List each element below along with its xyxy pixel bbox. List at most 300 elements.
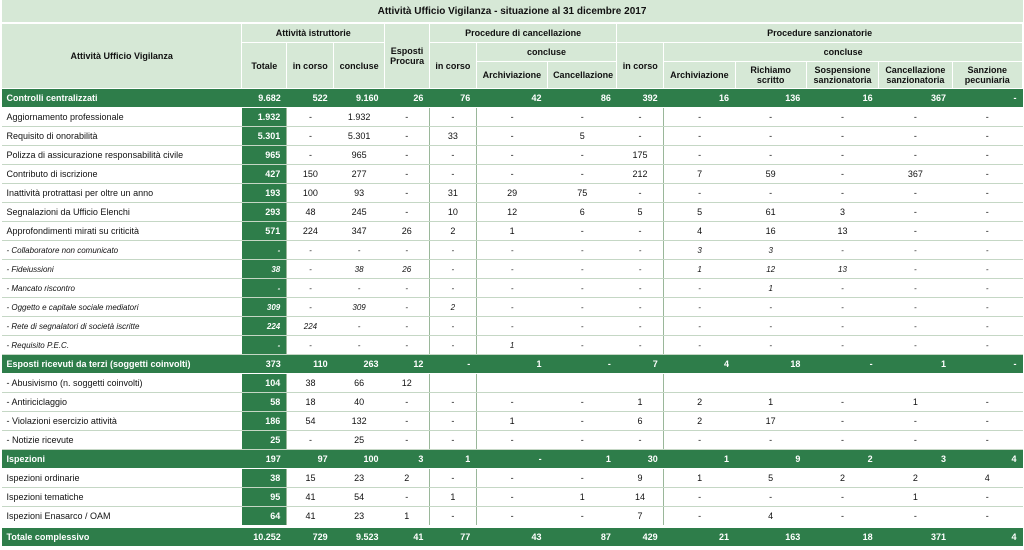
table-cell: - (385, 146, 430, 165)
table-cell: 277 (334, 165, 385, 184)
table-row (2, 222, 1023, 241)
table-cell: - (879, 279, 952, 298)
table-cell: 224 (287, 317, 334, 336)
table-cell: - (879, 108, 952, 127)
row-label: - Abusivismo (n. soggetti coinvolti) (2, 374, 242, 393)
table-cell: - (385, 488, 430, 507)
table-cell: 522 (287, 89, 334, 108)
table-cell: 4 (664, 222, 735, 241)
table-cell: - (334, 317, 385, 336)
header-cancellazione: Procedure di cancellazione (429, 23, 616, 43)
table-cell: 5 (664, 203, 735, 222)
cell-totale: 104 (242, 374, 287, 393)
row-label: Totale complessivo (2, 527, 242, 547)
header-istr-concluse: concluse (334, 43, 385, 89)
section-row (2, 527, 1023, 547)
table-cell: - (287, 431, 334, 450)
table-cell: 2 (664, 412, 735, 431)
table-cell: - (879, 184, 952, 203)
table-row (2, 412, 1023, 431)
table-cell: 1 (664, 450, 735, 469)
table-cell: - (385, 203, 430, 222)
table-cell: - (429, 393, 476, 412)
table-row (2, 431, 1023, 450)
table-cell: 4 (735, 507, 806, 527)
cell-totale: 965 (242, 146, 287, 165)
table-cell: - (476, 450, 547, 469)
table-cell: 77 (429, 527, 476, 547)
table-cell: 54 (334, 488, 385, 507)
table-cell: - (806, 146, 878, 165)
header-sanz-archiviazione: Archiviazione (664, 62, 735, 89)
table-cell: - (952, 431, 1023, 450)
table-cell: - (664, 127, 735, 146)
table-cell: 9.160 (334, 89, 385, 108)
table-cell: 26 (385, 222, 430, 241)
table-cell: - (548, 298, 617, 317)
table-cell: - (735, 488, 806, 507)
header-row-label: Attività Ufficio Vigilanza (2, 23, 242, 89)
table-cell: - (617, 241, 664, 260)
table-cell: - (287, 260, 334, 279)
table-cell: 5 (548, 127, 617, 146)
table-cell: 2 (429, 298, 476, 317)
table-cell: 5 (617, 203, 664, 222)
cell-totale: 427 (242, 165, 287, 184)
table-cell (664, 374, 735, 393)
table-cell: - (617, 431, 664, 450)
table-row (2, 374, 1023, 393)
table-cell: 33 (429, 127, 476, 146)
table-cell: 12 (385, 355, 430, 374)
table-cell: 6 (617, 412, 664, 431)
table-cell: - (476, 317, 547, 336)
table-cell: - (952, 488, 1023, 507)
row-label: Esposti ricevuti da terzi (soggetti coinvolti) (2, 355, 242, 374)
cell-totale: 293 (242, 203, 287, 222)
table-cell: 1 (617, 393, 664, 412)
table-cell: - (664, 488, 735, 507)
header-canc-cancellazione: Cancellazione (548, 62, 617, 89)
table-cell: 97 (287, 450, 334, 469)
table-cell: 367 (879, 165, 952, 184)
table-cell: - (287, 336, 334, 355)
table-cell: 23 (334, 507, 385, 527)
table-cell: - (617, 298, 664, 317)
row-label: - Oggetto e capitale sociale mediatori (2, 298, 242, 317)
table-row (2, 488, 1023, 507)
table-cell: - (617, 184, 664, 203)
table-cell: 1 (476, 222, 547, 241)
table-cell: 110 (287, 355, 334, 374)
table-cell: 100 (334, 450, 385, 469)
table-cell: 1 (735, 279, 806, 298)
table-cell: - (548, 431, 617, 450)
table-cell: - (806, 412, 878, 431)
header-richiamo: Richiamo scritto (735, 62, 806, 89)
table-cell: - (952, 203, 1023, 222)
cell-totale: 1.932 (242, 108, 287, 127)
table-cell: 18 (287, 393, 334, 412)
cell-totale: 58 (242, 393, 287, 412)
table-cell: 18 (735, 355, 806, 374)
table-cell: - (879, 412, 952, 431)
table-cell: 16 (735, 222, 806, 241)
table-cell: 13 (806, 260, 878, 279)
row-label: - Violazioni esercizio attività (2, 412, 242, 431)
table-cell: 54 (287, 412, 334, 431)
cell-totale: 373 (242, 355, 287, 374)
table-cell: 245 (334, 203, 385, 222)
table-cell: - (429, 336, 476, 355)
table-cell (735, 374, 806, 393)
table-row (2, 507, 1023, 527)
table-row (2, 393, 1023, 412)
table-cell: - (548, 507, 617, 527)
table-cell: - (664, 279, 735, 298)
table-cell: - (548, 108, 617, 127)
table-cell: - (952, 317, 1023, 336)
table-row (2, 203, 1023, 222)
table-cell: - (879, 260, 952, 279)
table-cell: - (476, 469, 547, 488)
table-cell: 175 (617, 146, 664, 165)
table-cell: 87 (548, 527, 617, 547)
row-label: - Requisito P.E.C. (2, 336, 242, 355)
table-cell: - (952, 222, 1023, 241)
header-sanz-in-corso: in corso (617, 43, 664, 89)
table-cell: - (429, 146, 476, 165)
table-cell: - (548, 260, 617, 279)
header-canc-concluse: concluse (476, 43, 617, 62)
table-cell: - (617, 279, 664, 298)
table-cell: - (952, 241, 1023, 260)
row-label: - Collaboratore non comunicato (2, 241, 242, 260)
table-cell: 4 (952, 450, 1023, 469)
table-cell: - (385, 431, 430, 450)
table-cell: - (617, 317, 664, 336)
table-cell: 1.932 (334, 108, 385, 127)
table-cell (429, 374, 476, 393)
table-row (2, 241, 1023, 260)
table-cell: - (952, 108, 1023, 127)
table-cell: 132 (334, 412, 385, 431)
table-cell: - (806, 507, 878, 527)
table-cell: - (735, 108, 806, 127)
header-canc-archiviazione: Archiviazione (476, 62, 547, 89)
table-cell: - (664, 317, 735, 336)
cell-totale: 571 (242, 222, 287, 241)
table-cell: - (879, 203, 952, 222)
table-cell: - (735, 184, 806, 203)
row-label: Contributo di iscrizione (2, 165, 242, 184)
table-cell: - (385, 279, 430, 298)
table-cell: 1 (548, 488, 617, 507)
cell-totale: 10.252 (242, 527, 287, 547)
table-cell: 41 (287, 507, 334, 527)
row-label: Polizza di assicurazione responsabilità civile (2, 146, 242, 165)
table-cell: - (952, 393, 1023, 412)
table-cell: - (664, 507, 735, 527)
table-cell: - (334, 336, 385, 355)
cell-totale: - (242, 241, 287, 260)
table-cell: - (952, 279, 1023, 298)
table-row (2, 108, 1023, 127)
table-cell: 17 (735, 412, 806, 431)
table-cell: - (429, 469, 476, 488)
row-label: Controlli centralizzati (2, 89, 242, 108)
table-cell: - (548, 317, 617, 336)
table-cell: 100 (287, 184, 334, 203)
table-cell: 12 (385, 374, 430, 393)
cell-totale: 38 (242, 260, 287, 279)
table-cell: - (806, 431, 878, 450)
table-cell: - (334, 241, 385, 260)
table-cell: - (385, 298, 430, 317)
table-cell: - (664, 108, 735, 127)
table-cell: - (385, 127, 430, 146)
table-cell: 7 (617, 507, 664, 527)
cell-totale: 224 (242, 317, 287, 336)
table-cell: - (735, 431, 806, 450)
table-cell: - (548, 393, 617, 412)
table-cell: - (952, 127, 1023, 146)
table-cell: - (806, 241, 878, 260)
table-cell: 2 (806, 450, 878, 469)
table-cell: 66 (334, 374, 385, 393)
table-cell: 2 (664, 393, 735, 412)
vigilanza-table (1, 0, 1023, 547)
table-cell: 1 (548, 450, 617, 469)
table-cell: 15 (287, 469, 334, 488)
table-cell: - (952, 89, 1023, 108)
table-cell: - (806, 298, 878, 317)
table-cell: 41 (287, 488, 334, 507)
table-cell: - (952, 146, 1023, 165)
table-cell: 93 (334, 184, 385, 203)
table-cell: 392 (617, 89, 664, 108)
table-cell: - (385, 108, 430, 127)
table-cell: 429 (617, 527, 664, 547)
cell-totale: 64 (242, 507, 287, 527)
row-label: - Antiriciclaggio (2, 393, 242, 412)
table-cell: - (429, 412, 476, 431)
table-row (2, 184, 1023, 203)
table-cell: - (879, 241, 952, 260)
cell-totale: 95 (242, 488, 287, 507)
row-label: Ispezioni Enasarco / OAM (2, 507, 242, 527)
table-cell: - (664, 146, 735, 165)
table-cell: 9.523 (334, 527, 385, 547)
row-label: Aggiornamento professionale (2, 108, 242, 127)
table-cell: - (806, 127, 878, 146)
table-cell: 7 (617, 355, 664, 374)
header-canc-sanzionatoria: Cancellazione sanzionatoria (879, 62, 952, 89)
table-cell: 1 (879, 393, 952, 412)
table-cell: 2 (385, 469, 430, 488)
table-cell: 40 (334, 393, 385, 412)
table-cell: 1 (879, 355, 952, 374)
table-body (2, 89, 1023, 547)
table-cell: 41 (385, 527, 430, 547)
table-cell: - (476, 488, 547, 507)
table-cell: 3 (735, 241, 806, 260)
table-cell: 25 (334, 431, 385, 450)
header-sospensione: Sospensione sanzionatoria (806, 62, 878, 89)
header-canc-in-corso: in corso (429, 43, 476, 89)
row-label: Requisito di onorabilità (2, 127, 242, 146)
table-cell: - (476, 108, 547, 127)
table-cell: 12 (476, 203, 547, 222)
table-cell: 3 (806, 203, 878, 222)
table-cell: 212 (617, 165, 664, 184)
table-cell: 263 (334, 355, 385, 374)
table-cell: - (952, 165, 1023, 184)
table-cell: - (287, 279, 334, 298)
table-cell: 14 (617, 488, 664, 507)
table-cell: 2 (429, 222, 476, 241)
table-cell: - (952, 298, 1023, 317)
table-cell: 16 (664, 89, 735, 108)
table-cell: - (476, 393, 547, 412)
row-label: Segnalazioni da Ufficio Elenchi (2, 203, 242, 222)
table-cell: 26 (385, 89, 430, 108)
table-cell: - (548, 222, 617, 241)
table-cell: - (429, 317, 476, 336)
table-cell: - (476, 507, 547, 527)
table-cell: - (806, 393, 878, 412)
table-cell: - (334, 279, 385, 298)
table-cell: - (617, 127, 664, 146)
table-cell: - (548, 241, 617, 260)
table-cell: - (879, 298, 952, 317)
table-cell (617, 374, 664, 393)
table-cell: 136 (735, 89, 806, 108)
table-cell: 309 (334, 298, 385, 317)
table-cell: 18 (806, 527, 878, 547)
table-cell: - (548, 165, 617, 184)
table-cell: - (879, 127, 952, 146)
table-cell (879, 374, 952, 393)
table-cell: 59 (735, 165, 806, 184)
table-cell: - (548, 146, 617, 165)
table-cell: - (952, 412, 1023, 431)
table-cell: - (952, 336, 1023, 355)
table-cell: - (429, 165, 476, 184)
table-row (2, 317, 1023, 336)
table-cell: - (429, 355, 476, 374)
table-cell: 1 (476, 355, 547, 374)
table-cell: 13 (806, 222, 878, 241)
header-istr-in-corso: in corso (287, 43, 334, 89)
table-cell: - (476, 431, 547, 450)
table-cell: 367 (879, 89, 952, 108)
table-cell: 1 (429, 488, 476, 507)
table-cell: - (476, 241, 547, 260)
table-cell: - (429, 507, 476, 527)
row-label: Approfondimenti mirati su criticità (2, 222, 242, 241)
table-cell: 4 (664, 355, 735, 374)
table-cell: - (806, 488, 878, 507)
table-cell: 29 (476, 184, 547, 203)
table-cell: 1 (429, 450, 476, 469)
table-cell: 5.301 (334, 127, 385, 146)
table-cell: 1 (385, 507, 430, 527)
table-cell: - (617, 222, 664, 241)
table-cell: 42 (476, 89, 547, 108)
table-cell: - (385, 412, 430, 431)
table-cell: 2 (806, 469, 878, 488)
table-cell: - (617, 260, 664, 279)
table-cell: - (806, 165, 878, 184)
table-cell: - (617, 336, 664, 355)
table-cell: 4 (952, 527, 1023, 547)
table-cell: 1 (476, 336, 547, 355)
table-cell: 30 (617, 450, 664, 469)
cell-totale: 38 (242, 469, 287, 488)
table-cell: 1 (735, 393, 806, 412)
table-cell: - (287, 127, 334, 146)
table-cell: 48 (287, 203, 334, 222)
table-cell: 10 (429, 203, 476, 222)
table-cell: - (806, 279, 878, 298)
table-cell (548, 374, 617, 393)
header-sanzione-pecuniaria: Sanzione pecuniaria (952, 62, 1023, 89)
table-cell: 3 (879, 450, 952, 469)
table-cell: - (476, 279, 547, 298)
table-cell: - (429, 260, 476, 279)
table-cell: - (735, 127, 806, 146)
table-cell: - (806, 355, 878, 374)
table-cell: - (385, 393, 430, 412)
table-cell: - (476, 127, 547, 146)
cell-totale: 197 (242, 450, 287, 469)
table-cell (952, 374, 1023, 393)
table-row (2, 336, 1023, 355)
table-cell: - (476, 260, 547, 279)
cell-totale: 186 (242, 412, 287, 431)
table-cell: - (385, 336, 430, 355)
cell-totale: - (242, 279, 287, 298)
table-cell: - (952, 184, 1023, 203)
table-cell (806, 374, 878, 393)
row-label: Ispezioni (2, 450, 242, 469)
table-cell: - (735, 298, 806, 317)
header-sanz-concluse: concluse (664, 43, 1023, 62)
section-row (2, 450, 1023, 469)
table-cell: - (806, 184, 878, 203)
table-cell: - (548, 279, 617, 298)
table-cell: 3 (664, 241, 735, 260)
table-cell: 3 (385, 450, 430, 469)
table-row (2, 298, 1023, 317)
table-cell: - (952, 507, 1023, 527)
table-cell: 1 (879, 488, 952, 507)
table-cell: - (385, 184, 430, 203)
table-cell: 1 (664, 260, 735, 279)
table-cell: 12 (735, 260, 806, 279)
table-cell: 150 (287, 165, 334, 184)
table-cell: - (385, 317, 430, 336)
cell-totale: 5.301 (242, 127, 287, 146)
row-label: - Mancato riscontro (2, 279, 242, 298)
table-cell: 31 (429, 184, 476, 203)
table-cell: - (806, 317, 878, 336)
table-cell: - (879, 431, 952, 450)
table-cell: 1 (476, 412, 547, 431)
row-label: Inattività protrattasi per oltre un anno (2, 184, 242, 203)
table-cell: - (879, 336, 952, 355)
